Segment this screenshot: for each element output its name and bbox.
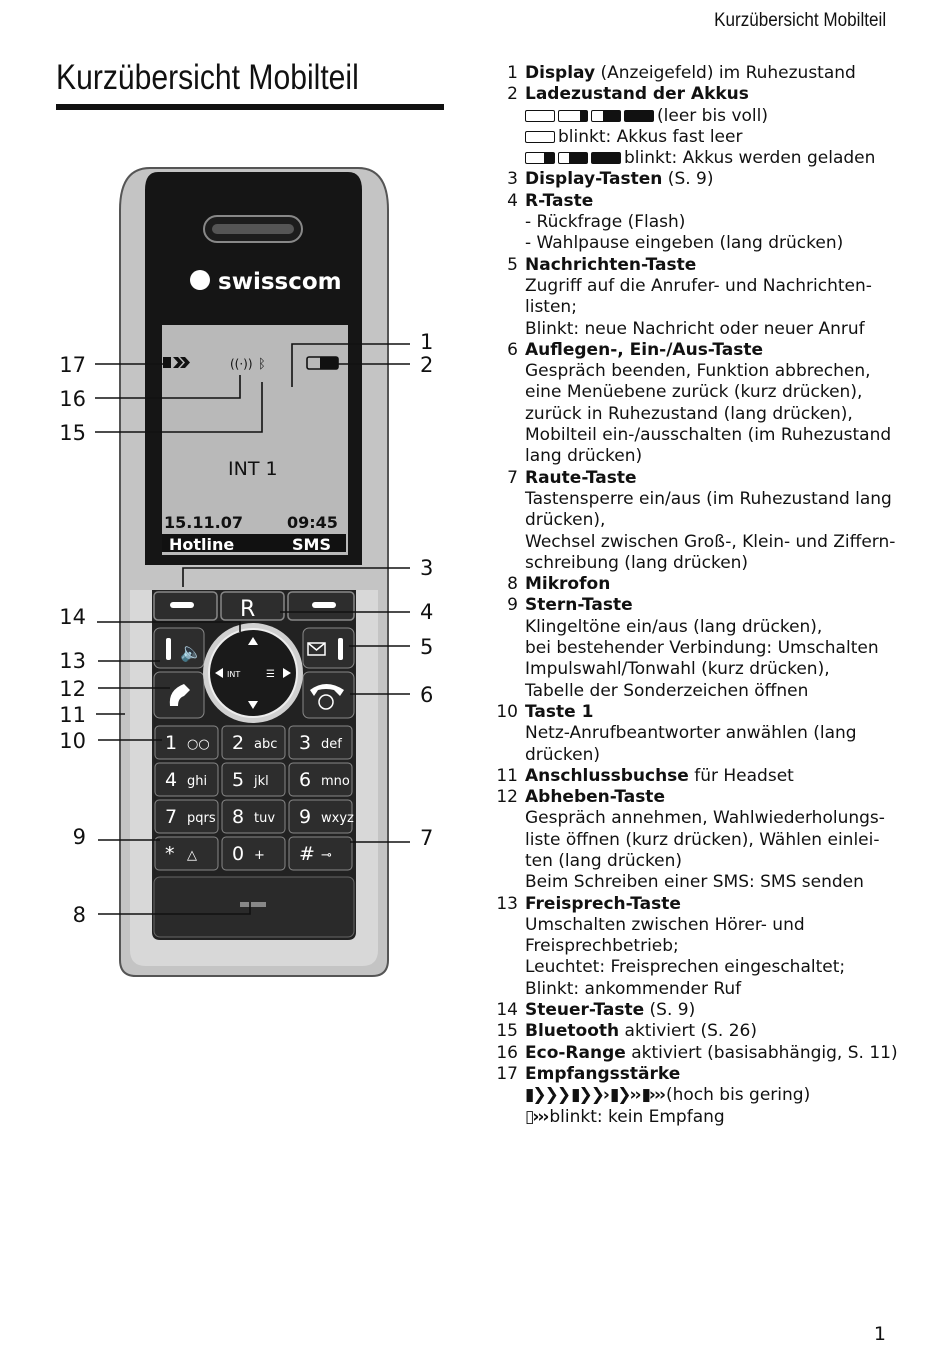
key-letters: pqrs — [187, 811, 216, 826]
legend-line: Blinkt: ankommender Ruf — [525, 978, 742, 999]
legend-line: drücken) — [525, 744, 601, 765]
legend-number: 2 — [507, 84, 518, 105]
key-digit: 8 — [232, 806, 245, 828]
legend-line: Netz-Anrufbeantworter anwählen (lang — [525, 723, 857, 744]
legend-line: - Wahlpause eingeben (lang drücken) — [525, 233, 844, 254]
legend-item — [496, 787, 916, 893]
legend-item — [496, 1043, 916, 1064]
key-letters: ⊸ — [321, 848, 332, 863]
key-letters: ○○ — [187, 737, 210, 752]
key-letters: mno — [321, 774, 350, 789]
key-digit: # — [299, 843, 315, 865]
key-digit: 1 — [165, 732, 178, 754]
legend-line: - Rückfrage (Flash) — [525, 212, 686, 233]
legend-list — [496, 63, 916, 1128]
legend-item — [496, 702, 916, 766]
callout-4: 4 — [420, 600, 434, 624]
key-letters: △ — [187, 848, 197, 863]
key-letters: tuv — [254, 811, 276, 826]
legend-term: R-Taste — [525, 190, 594, 211]
legend-line: Mobilteil ein-/ausschalten (im Ruhezustand — [525, 425, 892, 446]
legend-line: eine Menüebene zurück (kurz drücken), — [525, 382, 863, 403]
legend-line: blinkt: Akkus fast leer — [558, 126, 743, 147]
legend-number: 14 — [496, 1000, 518, 1021]
signal-icon: ▮❯❯❯ — [525, 1085, 570, 1106]
legend-line: liste öffnen (kurz drücken), Wählen einlei- — [525, 829, 880, 850]
key-digit: 0 — [232, 843, 245, 865]
legend-line: Blinkt: neue Nachricht oder neuer Anruf — [525, 318, 865, 339]
signal-icon: ▯››› — [525, 1106, 548, 1127]
legend-line: (hoch bis gering) — [665, 1085, 811, 1106]
legend-number: 5 — [507, 254, 518, 275]
legend-line: blinkt: Akkus werden geladen — [624, 148, 876, 169]
legend-text: aktiviert (basisabhängig, S. 11) — [625, 1042, 898, 1063]
legend-term: Display — [525, 63, 596, 83]
legend-item — [496, 1000, 916, 1021]
legend-line: blinkt: kein Empfang — [549, 1106, 725, 1127]
legend-line: Tabelle der Sonderzeichen öffnen — [525, 680, 809, 701]
legend-number: 15 — [496, 1021, 518, 1042]
legend-item — [496, 1021, 916, 1042]
legend-number: 11 — [496, 765, 518, 786]
legend-line: Gespräch annehmen, Wahlwiederholungs- — [525, 808, 885, 829]
legend-number: 4 — [507, 190, 518, 211]
callout-12: 12 — [59, 677, 86, 701]
legend-term: Raute-Taste — [525, 467, 637, 488]
page-number: 1 — [873, 1323, 886, 1345]
callout-13: 13 — [59, 649, 86, 673]
legend-number: 9 — [507, 595, 518, 616]
key-digit: * — [165, 843, 175, 865]
legend-line: schreibung (lang drücken) — [525, 552, 749, 573]
legend-number: 3 — [507, 169, 518, 190]
legend-text: für Headset — [688, 765, 794, 786]
legend-item — [496, 84, 916, 169]
legend-line: lang drücken) — [525, 446, 643, 467]
menu-icon: ☰ — [266, 669, 275, 680]
legend-line: Wechsel zwischen Groß-, Klein- und Ziffern- — [525, 531, 896, 552]
legend-term: Mikrofon — [525, 574, 611, 595]
signal-icon: ▮❯❯› — [571, 1085, 608, 1106]
legend-item — [496, 894, 916, 1000]
legend-item — [496, 595, 916, 701]
legend-line: zurück in Ruhezustand (lang drücken), — [525, 403, 853, 424]
brand-logo: swisscom — [218, 269, 342, 295]
battery-icon — [558, 110, 588, 122]
legend-number: 10 — [496, 701, 518, 722]
legend-term: Freisprech-Taste — [525, 893, 681, 914]
legend-term: Anschlussbuchse — [525, 765, 689, 786]
key-digit: 9 — [299, 806, 312, 828]
legend-line: Beim Schreiben einer SMS: SMS senden — [525, 872, 864, 893]
key-letters: wxyz — [321, 811, 354, 826]
battery-icon — [525, 152, 555, 164]
key-letters: jkl — [254, 774, 269, 789]
screen-date: 15.11.07 — [164, 513, 243, 532]
legend-number: 17 — [496, 1063, 518, 1084]
legend-term: Steuer-Taste — [525, 1000, 645, 1021]
legend-number: 6 — [507, 339, 518, 360]
legend-item — [496, 63, 916, 84]
eco-range-icon: ((·)) — [230, 357, 253, 371]
legend-text: (Anzeigefeld) im Ruhezustand — [595, 63, 856, 83]
legend-item — [496, 1064, 916, 1128]
key-letters: ghi — [187, 774, 208, 789]
page-title: Kurzübersicht Mobilteil — [56, 58, 359, 97]
legend-line: Gespräch beenden, Funktion abbrechen, — [525, 361, 871, 382]
legend-line: ten (lang drücken) — [525, 850, 683, 871]
legend-item — [496, 468, 916, 574]
legend-item — [496, 574, 916, 595]
key-letters: def — [321, 737, 342, 752]
legend-number: 8 — [507, 574, 518, 595]
key-digit: 2 — [232, 732, 245, 754]
callout-5: 5 — [420, 635, 434, 659]
legend-line: bei bestehender Verbindung: Umschalten — [525, 638, 879, 659]
callout-6: 6 — [420, 683, 434, 707]
screen-int: INT 1 — [228, 458, 278, 480]
legend-term: Taste 1 — [525, 701, 594, 722]
legend-item — [496, 169, 916, 190]
legend-term: Bluetooth — [525, 1021, 620, 1042]
callout-3: 3 — [420, 556, 434, 580]
legend-line: Freisprechbetrieb; — [525, 936, 679, 957]
legend-line: Leuchtet: Freisprechen eingeschaltet; — [525, 957, 846, 978]
key-letters: abc — [254, 737, 278, 752]
screen-time: 09:45 — [287, 513, 338, 532]
key-digit: 5 — [232, 769, 245, 791]
callout-2: 2 — [420, 353, 434, 377]
key-digit: 6 — [299, 769, 312, 791]
title-rule — [56, 104, 444, 110]
battery-icon — [591, 152, 621, 164]
battery-icon — [525, 110, 555, 122]
legend-item — [496, 255, 916, 340]
legend-line: Zugriff auf die Anrufer- und Nachrichten- — [525, 275, 872, 296]
legend-line: Umschalten zwischen Hörer- und — [525, 914, 805, 935]
legend-term: Eco-Range — [525, 1042, 626, 1063]
legend-term: Abheben-Taste — [525, 787, 665, 808]
message-key[interactable] — [303, 628, 354, 668]
legend-text: (S. 9) — [644, 1000, 696, 1021]
battery-icon — [624, 110, 654, 122]
running-header: Kurzübersicht Mobilteil — [713, 10, 886, 31]
legend-number: 12 — [496, 787, 518, 808]
legend-number: 16 — [496, 1042, 518, 1063]
key-letters: + — [254, 848, 265, 863]
key-digit: 7 — [165, 806, 178, 828]
legend-number: 13 — [496, 893, 518, 914]
callout-15: 15 — [59, 421, 86, 445]
legend-line: drücken), — [525, 510, 606, 531]
signal-icon: ▮››› — [641, 1085, 664, 1106]
callout-11: 11 — [59, 703, 86, 727]
legend-line: listen; — [525, 297, 577, 318]
nav-int-label: INT — [227, 670, 241, 679]
signal-icon: ▮❯›› — [609, 1085, 640, 1106]
legend-term: Display-Tasten — [525, 169, 663, 190]
callout-14: 14 — [59, 605, 86, 629]
phone-illustration — [0, 150, 460, 1150]
speaker-icon: 🔈 — [180, 642, 203, 663]
swisscom-logo-icon — [190, 270, 210, 290]
legend-text: (S. 9) — [662, 169, 714, 190]
legend-line: Impulswahl/Tonwahl (kurz drücken), — [525, 659, 830, 680]
callout-7: 7 — [420, 826, 434, 850]
r-key-label: R — [240, 597, 256, 622]
legend-text: aktiviert (S. 26) — [619, 1021, 757, 1042]
callout-9: 9 — [72, 825, 86, 849]
battery-icon — [591, 110, 621, 122]
legend-item — [496, 191, 916, 255]
legend-term: Stern-Taste — [525, 595, 633, 616]
callout-8: 8 — [72, 903, 86, 927]
key-digit: 3 — [299, 732, 312, 754]
legend-line: Klingeltöne ein/aus (lang drücken), — [525, 616, 823, 637]
legend-term: Nachrichten-Taste — [525, 254, 697, 275]
battery-icon — [525, 131, 555, 143]
bluetooth-icon: ᛒ — [258, 357, 266, 372]
legend-term: Empfangsstärke — [525, 1063, 681, 1084]
battery-icon — [558, 152, 588, 164]
callout-16: 16 — [59, 387, 86, 411]
legend-line: (leer bis voll) — [657, 105, 768, 126]
callout-1: 1 — [420, 330, 434, 354]
microphone-icon — [240, 902, 266, 907]
legend-term: Auflegen-, Ein-/Aus-Taste — [525, 339, 764, 360]
softkey-right-label: SMS — [292, 535, 331, 554]
legend-item — [496, 766, 916, 787]
callout-17: 17 — [59, 353, 86, 377]
softkey-left-label: Hotline — [169, 535, 235, 554]
legend-number: 1 — [507, 63, 518, 83]
legend-term: Ladezustand der Akkus — [525, 84, 749, 105]
legend-number: 7 — [507, 467, 518, 488]
legend-line: Tastensperre ein/aus (im Ruhezustand lang — [525, 488, 892, 509]
legend-item — [496, 340, 916, 468]
key-digit: 4 — [165, 769, 178, 791]
callout-10: 10 — [59, 729, 86, 753]
